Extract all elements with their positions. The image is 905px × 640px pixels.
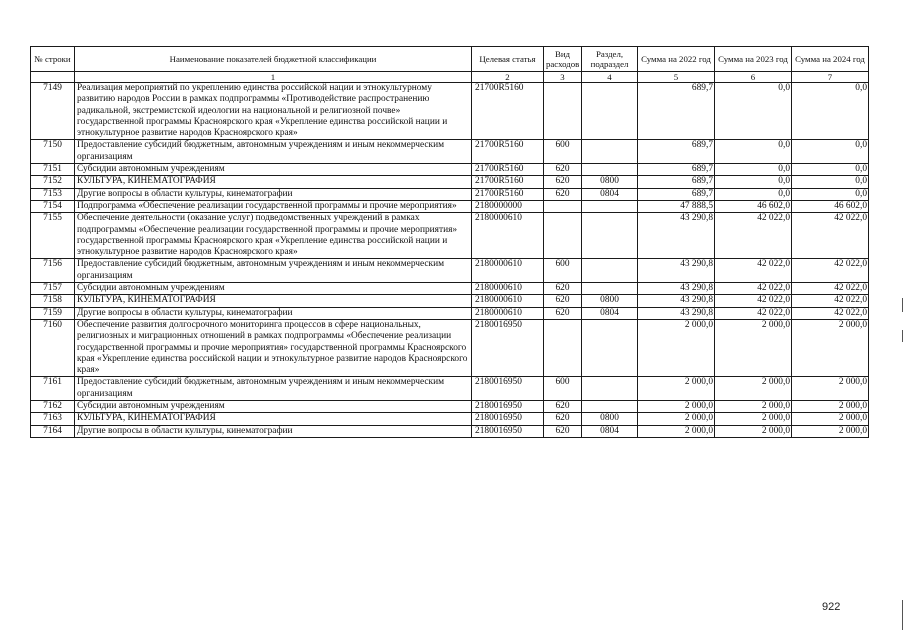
cell-amount-2023: 0,0 [715,83,792,140]
cell-section [582,83,638,140]
cell-amount-2023: 42 022,0 [715,283,792,295]
cell-row-no: 7164 [31,425,75,437]
table-row [31,140,869,164]
cell-section: 0804 [582,307,638,319]
cell-amount-2024: 0,0 [792,188,869,200]
cell-section: 0800 [582,295,638,307]
cell-amount-2023: 2 000,0 [715,319,792,376]
cell-expense-type: 620 [544,425,582,437]
cell-target: 2180016950 [472,377,544,401]
cell-amount-2024: 46 602,0 [792,200,869,212]
cell-amount-2024: 42 022,0 [792,295,869,307]
cell-row-no: 7156 [31,259,75,283]
cell-name: Предоставление субсидий бюджетным, автономным учреждениям и иным некоммерческим организациям [75,377,472,401]
cell-row-no: 7153 [31,188,75,200]
cell-amount-2023: 0,0 [715,164,792,176]
header-2024: Сумма на 2024 год [792,47,869,72]
cell-expense-type: 600 [544,259,582,283]
cell-expense-type: 620 [544,164,582,176]
cell-name: КУЛЬТУРА, КИНЕМАТОГРАФИЯ [75,413,472,425]
header-target: Целевая статья [472,47,544,72]
cell-amount-2023: 42 022,0 [715,295,792,307]
cell-target: 21700R5160 [472,83,544,140]
cell-name: Субсидии автономным учреждениям [75,283,472,295]
column-number: 2 [472,72,544,83]
column-number: 7 [792,72,869,83]
cell-row-no: 7155 [31,213,75,259]
cell-expense-type: 620 [544,283,582,295]
cell-target: 21700R5160 [472,164,544,176]
column-number [31,72,75,83]
cell-target: 2180016950 [472,425,544,437]
cell-amount-2023: 42 022,0 [715,213,792,259]
cell-amount-2022: 2 000,0 [638,401,715,413]
cell-name: Другие вопросы в области культуры, кинематографии [75,307,472,319]
cell-section [582,283,638,295]
cell-row-no: 7163 [31,413,75,425]
cell-amount-2024: 2 000,0 [792,377,869,401]
cell-expense-type: 600 [544,377,582,401]
table-row [31,425,869,437]
cell-section: 0804 [582,188,638,200]
cell-name: Другие вопросы в области культуры, кинематографии [75,425,472,437]
cell-row-no: 7154 [31,200,75,212]
cell-amount-2023: 42 022,0 [715,259,792,283]
cell-name: Обеспечение деятельности (оказание услуг) подведомственных учреждений в рамках подпрограммы «Обеспечение реализации государственной программы и прочие мероприятия» государственной программы Красноярского края «Укрепление единства российской нации и этнокультурное развитие народов Красноярского края» [75,213,472,259]
table-body [31,83,869,438]
cell-amount-2022: 43 290,8 [638,213,715,259]
column-number: 5 [638,72,715,83]
cell-target: 2180016950 [472,401,544,413]
column-number-row [31,72,869,83]
cell-amount-2022: 2 000,0 [638,425,715,437]
cell-name: Субсидии автономным учреждениям [75,401,472,413]
cell-expense-type: 620 [544,176,582,188]
table-row [31,307,869,319]
cell-amount-2023: 42 022,0 [715,307,792,319]
cell-expense-type: 620 [544,401,582,413]
cell-amount-2022: 43 290,8 [638,295,715,307]
cell-section: 0804 [582,425,638,437]
cell-name: Реализация мероприятий по укреплению единства российской нации и этнокультурному развитию народов России в рамках подпрограммы «Противодействие распространению радикальной, экстремистской идеологии на национальной и религиозной почве» государственной программы Красноярского края «Укрепление единства российской нации и этнокультурное развитие народов Красноярского края» [75,83,472,140]
cell-section [582,259,638,283]
cell-expense-type: 620 [544,188,582,200]
cell-name: Предоставление субсидий бюджетным, автономным учреждениям и иным некоммерческим организациям [75,259,472,283]
cell-amount-2024: 42 022,0 [792,307,869,319]
cell-section [582,200,638,212]
cell-target: 2180000610 [472,283,544,295]
cell-row-no: 7152 [31,176,75,188]
cell-row-no: 7158 [31,295,75,307]
cell-amount-2022: 2 000,0 [638,319,715,376]
cell-target: 21700R5160 [472,188,544,200]
cell-amount-2023: 46 602,0 [715,200,792,212]
table-header [31,47,869,83]
table-row [31,200,869,212]
cell-amount-2024: 2 000,0 [792,413,869,425]
cell-amount-2022: 689,7 [638,140,715,164]
cell-name: КУЛЬТУРА, КИНЕМАТОГРАФИЯ [75,295,472,307]
cell-section [582,377,638,401]
column-number: 6 [715,72,792,83]
cell-row-no: 7161 [31,377,75,401]
header-row [31,47,869,72]
table-row [31,164,869,176]
table-row [31,377,869,401]
cell-row-no: 7149 [31,83,75,140]
header-row-no: № строки [31,47,75,72]
table-row [31,295,869,307]
cell-row-no: 7162 [31,401,75,413]
cell-target: 2180000610 [472,295,544,307]
cell-amount-2023: 0,0 [715,188,792,200]
cell-section: 0800 [582,413,638,425]
cell-target: 2180000610 [472,213,544,259]
table-row [31,213,869,259]
table-row [31,319,869,376]
cell-amount-2023: 0,0 [715,140,792,164]
cell-target: 2180016950 [472,319,544,376]
cell-amount-2024: 42 022,0 [792,283,869,295]
cell-amount-2023: 2 000,0 [715,401,792,413]
budget-table [30,46,869,438]
cell-amount-2022: 2 000,0 [638,377,715,401]
cell-amount-2022: 2 000,0 [638,413,715,425]
cell-target: 2180000610 [472,307,544,319]
cell-section [582,213,638,259]
scan-edge-mark [902,330,903,342]
header-name: Наименование показателей бюджетной классификации [75,47,472,72]
cell-amount-2024: 0,0 [792,83,869,140]
cell-expense-type: 620 [544,307,582,319]
cell-amount-2024: 0,0 [792,140,869,164]
scan-edge-mark [902,298,903,312]
cell-amount-2024: 0,0 [792,164,869,176]
cell-target: 21700R5160 [472,140,544,164]
scan-edge-mark [902,600,903,630]
cell-name: Обеспечение развития долгосрочного мониторинга процессов в сфере национальных, религиозных и миграционных отношений в рамках подпрограммы «Обеспечение реализации государственной программы и прочие мероприятия» государственной программы Красноярского края «Укрепление единства российской нации и этнокультурное развитие народов Красноярского края» [75,319,472,376]
cell-expense-type [544,83,582,140]
cell-target: 2180000000 [472,200,544,212]
cell-expense-type [544,200,582,212]
header-2022: Сумма на 2022 год [638,47,715,72]
column-number: 3 [544,72,582,83]
cell-target: 21700R5160 [472,176,544,188]
cell-row-no: 7160 [31,319,75,376]
cell-amount-2022: 689,7 [638,164,715,176]
cell-amount-2024: 2 000,0 [792,425,869,437]
table-row [31,259,869,283]
cell-row-no: 7151 [31,164,75,176]
cell-amount-2022: 689,7 [638,176,715,188]
cell-expense-type: 600 [544,140,582,164]
table-row [31,283,869,295]
cell-amount-2024: 42 022,0 [792,213,869,259]
cell-row-no: 7150 [31,140,75,164]
cell-expense-type [544,213,582,259]
table-row [31,188,869,200]
cell-row-no: 7159 [31,307,75,319]
header-2023: Сумма на 2023 год [715,47,792,72]
table-row [31,83,869,140]
cell-amount-2023: 0,0 [715,176,792,188]
cell-name: Другие вопросы в области культуры, кинематографии [75,188,472,200]
cell-amount-2022: 689,7 [638,188,715,200]
cell-target: 2180000610 [472,259,544,283]
cell-expense-type: 620 [544,295,582,307]
header-expense-type: Вид расходов [544,47,582,72]
cell-amount-2023: 2 000,0 [715,413,792,425]
cell-section [582,401,638,413]
page-number: 922 [822,601,841,613]
cell-target: 2180016950 [472,413,544,425]
cell-amount-2024: 2 000,0 [792,319,869,376]
cell-amount-2022: 43 290,8 [638,259,715,283]
cell-amount-2022: 47 888,5 [638,200,715,212]
cell-amount-2024: 42 022,0 [792,259,869,283]
table-row [31,401,869,413]
cell-expense-type [544,319,582,376]
column-number: 1 [75,72,472,83]
cell-section [582,164,638,176]
table-row [31,176,869,188]
cell-amount-2024: 0,0 [792,176,869,188]
cell-amount-2022: 43 290,8 [638,283,715,295]
header-section: Раздел, подраздел [582,47,638,72]
cell-section [582,140,638,164]
cell-row-no: 7157 [31,283,75,295]
cell-amount-2022: 43 290,8 [638,307,715,319]
cell-name: КУЛЬТУРА, КИНЕМАТОГРАФИЯ [75,176,472,188]
cell-section: 0800 [582,176,638,188]
cell-amount-2024: 2 000,0 [792,401,869,413]
column-number: 4 [582,72,638,83]
cell-name: Предоставление субсидий бюджетным, автономным учреждениям и иным некоммерческим организациям [75,140,472,164]
cell-amount-2022: 689,7 [638,83,715,140]
cell-amount-2023: 2 000,0 [715,377,792,401]
cell-section [582,319,638,376]
cell-name: Подпрограмма «Обеспечение реализации государственной программы и прочие мероприятия» [75,200,472,212]
cell-expense-type: 620 [544,413,582,425]
cell-amount-2023: 2 000,0 [715,425,792,437]
cell-name: Субсидии автономным учреждениям [75,164,472,176]
table-row [31,413,869,425]
